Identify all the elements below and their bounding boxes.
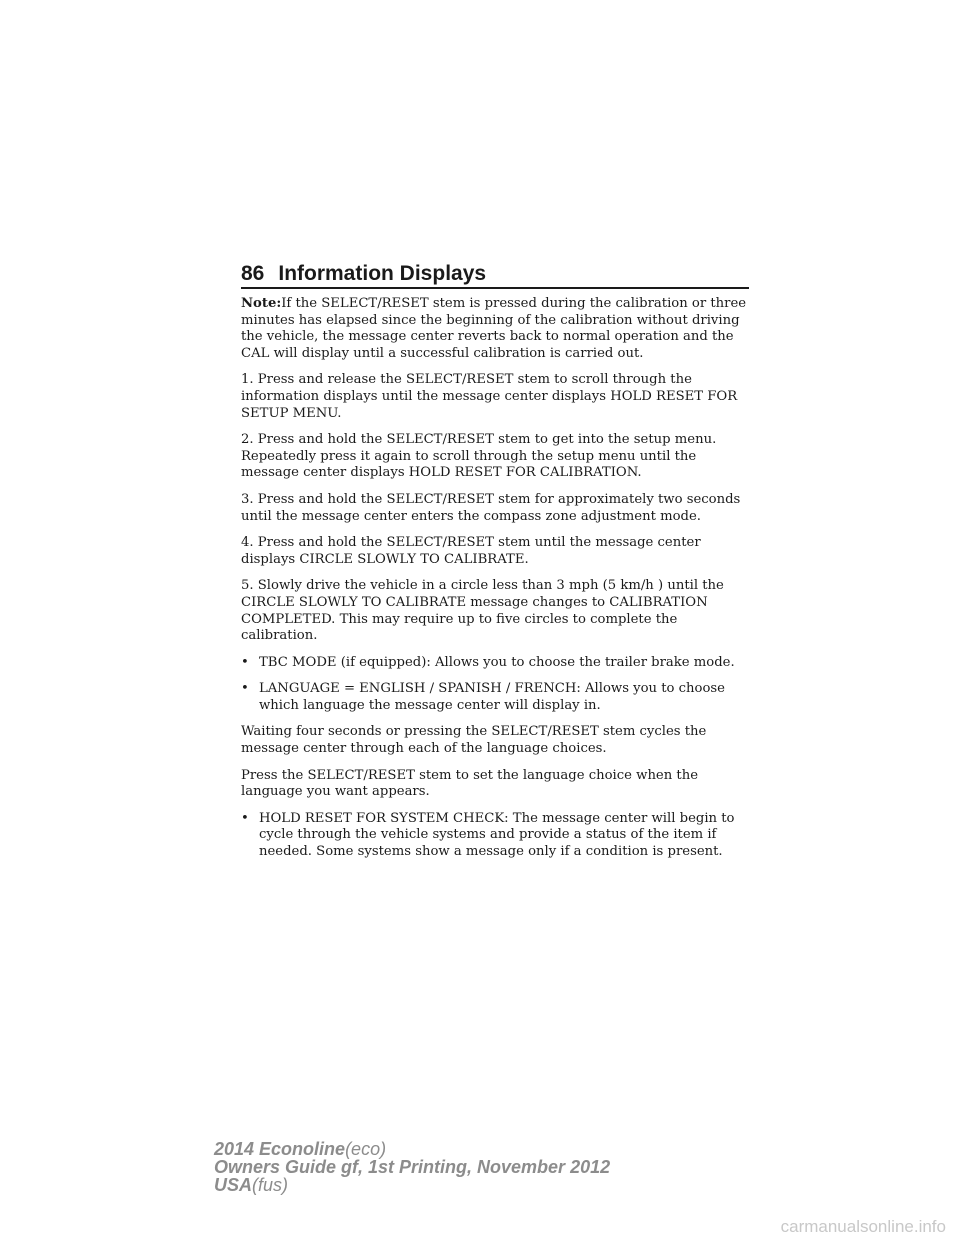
press-paragraph: Press the SELECT/RESET stem to set the language choice when the language you want appears. [241, 767, 699, 800]
note-text: If the SELECT/RESET stem is pressed during the calibration or three minutes has elapsed since the beginning of the calibration without driving the vehicle, the message center reverts back to normal operation and the CAL will display until a successful calibration is carried out. [241, 296, 747, 361]
page-number: 86 [241, 262, 265, 285]
bullet-icon: • [241, 681, 249, 697]
step-3: 3. Press and hold the SELECT/RESET stem for approximately two seconds until the message center enters the compass zone adjustment mode. [241, 491, 741, 524]
bullet-icon: • [241, 810, 249, 826]
watermark: carmanualsonline.info [780, 1217, 946, 1236]
step-5: 5. Slowly drive the vehicle in a circle less than 3 mph (5 km/h ) until the CIRCLE SLOWLY TO CALIBRATE message changes to CALIBRATION COMPLETED. This may require up to five circles to complete the calibration. [241, 578, 724, 644]
note-paragraph [241, 296, 753, 362]
footer-line-market [214, 1176, 610, 1194]
bullet-text: LANGUAGE = ENGLISH / SPANISH / FRENCH: Allows you to choose which language the message center will display in. [259, 681, 725, 713]
step-1: 1. Press and release the SELECT/RESET stem to scroll through the information displays until the message center displays HOLD RESET FOR SETUP MENU. [241, 372, 738, 421]
bullet-system-check [241, 811, 753, 861]
note-label: Note: [241, 296, 282, 311]
footer-printing: Owners Guide gf, 1st Printing, November 2012 [214, 1157, 611, 1177]
step-2: 2. Press and hold the SELECT/RESET stem to get into the setup menu. Repeatedly press it again to scroll through the setup menu until the message center displays HOLD RESET FOR CALIBRATION. [241, 432, 717, 481]
footer-model-code: (eco) [345, 1139, 387, 1159]
print-footer [214, 1140, 610, 1194]
body-content [241, 296, 753, 871]
footer-line-model [214, 1140, 610, 1158]
footer-line-printing [214, 1158, 610, 1176]
footer-market: USA [214, 1175, 253, 1195]
page-header [241, 257, 749, 289]
section-title: Information Displays [278, 262, 487, 285]
bullet-language [241, 681, 753, 714]
bullet-tbc-mode [241, 655, 753, 672]
bullet-text: TBC MODE (if equipped): Allows you to choose the trailer brake mode. [259, 654, 735, 670]
waiting-paragraph: Waiting four seconds or pressing the SELECT/RESET stem cycles the message center through each of the language choices. [241, 724, 707, 757]
bullet-icon: • [241, 654, 249, 670]
footer-market-code: (fus) [252, 1175, 289, 1195]
bullet-text: HOLD RESET FOR SYSTEM CHECK: The message center will begin to cycle through the vehicle systems and provide a status of the item if needed. Some systems show a message only if a condition is present. [259, 810, 735, 860]
step-4: 4. Press and hold the SELECT/RESET stem until the message center displays CIRCLE SLOWLY TO CALIBRATE. [241, 535, 701, 567]
footer-model: 2014 Econoline [214, 1139, 346, 1159]
